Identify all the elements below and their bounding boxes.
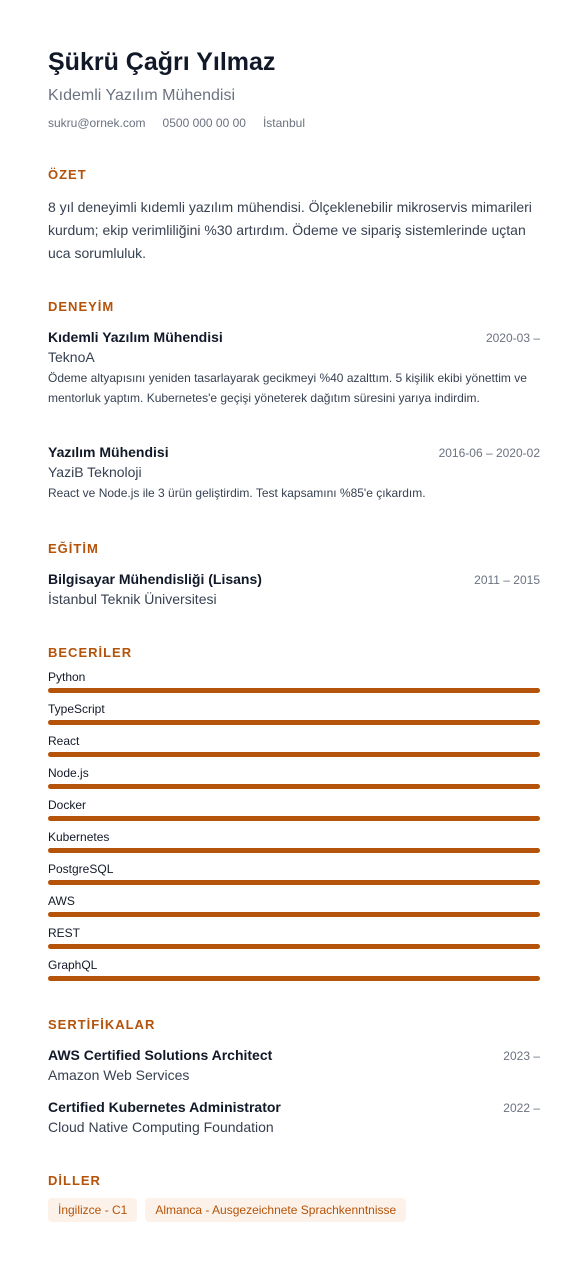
education-entry [48,571,540,607]
skill-bar-fill [48,752,540,757]
school-name: İstanbul Teknik Üniversitesi [48,591,217,607]
skill-name: React [48,734,80,748]
skill-name: AWS [48,894,75,908]
summary-text: 8 yıl deneyimli kıdemli yazılım mühendisi. Ölçeklenebilir mikroservis mimarileri kurdum; ekip verimliliğini %30 artırdım. Ödeme ve sipariş sistemlerinde uçtan uca sorumluluk. [48,199,532,261]
email-text[interactable]: sukru@ornek.com [48,116,146,130]
cert-issuer: Amazon Web Services [48,1067,190,1083]
education-date: 2011 – 2015 [474,573,540,587]
company-name: YaziB Teknoloji [48,464,142,480]
skill-bar [48,688,540,693]
skill-item [48,766,540,798]
skill-bar [48,976,540,981]
person-role: Kıdemli Yazılım Mühendisi [48,87,236,104]
section-title-languages: DİLLER [48,1173,101,1188]
skill-bar-fill [48,880,540,885]
cert-issuer: Cloud Native Computing Foundation [48,1119,274,1135]
section-title-skills: BECERİLER [48,645,133,660]
certification-entry [48,1047,540,1083]
skill-bar [48,944,540,949]
degree-title: Bilgisayar Mühendisliği (Lisans) [48,571,262,587]
skill-name: GraphQL [48,958,98,972]
skill-item [48,702,540,734]
company-name: TeknoA [48,349,95,365]
skill-item [48,734,540,766]
job-title: Yazılım Mühendisi [48,444,169,460]
skill-bar [48,880,540,885]
skill-name: REST [48,926,81,940]
skill-item [48,798,540,830]
skill-bar [48,720,540,725]
job-description: React ve Node.js ile 3 ürün geliştirdim. Test kapsamını %85'e çıkardım. [48,486,426,500]
job-description: Ödeme altyapısını yeniden tasarlayarak gecikmeyi %40 azalttım. 5 kişilik ekibi yönettim ve mentorluk yaptım. Kubernetes'e geçişi yöneterek dağıtım süresini yarıya indirdim. [48,371,527,405]
section-title-education: EĞİTİM [48,541,99,556]
skill-bar-fill [48,720,540,725]
skill-name: TypeScript [48,702,105,716]
experience-entry [48,444,540,504]
skill-bar-fill [48,688,540,693]
cert-date: 2022 – [503,1101,540,1115]
job-date: 2020-03 – [485,331,540,345]
cert-name: AWS Certified Solutions Architect [48,1047,273,1063]
certification-entry [48,1099,540,1135]
skill-bar [48,912,540,917]
job-date: 2016-06 – 2020-02 [438,446,540,460]
section-title-experience: DENEYİM [48,299,115,314]
skill-name: Python [48,670,86,684]
phone-text[interactable]: 0500 000 00 00 [162,116,246,130]
skill-bar [48,752,540,757]
contact-line [48,116,305,130]
person-name: Şükrü Çağrı Yılmaz [48,48,276,76]
language-chip: Almanca - Ausgezeichnete Sprachkenntnisse [145,1198,406,1222]
language-chip: İngilizce - C1 [48,1198,137,1222]
skill-name: Node.js [48,766,89,780]
section-title-summary: ÖZET [48,167,87,182]
skill-item [48,894,540,926]
skill-bar [48,784,540,789]
section-title-certifications: SERTİFİKALAR [48,1017,156,1032]
skill-name: Kubernetes [48,830,110,844]
experience-entry [48,329,540,408]
skill-bar-fill [48,816,540,821]
skill-bar-fill [48,912,540,917]
skill-bar-fill [48,944,540,949]
cert-name: Certified Kubernetes Administrator [48,1099,281,1115]
skills-list [48,670,540,990]
cert-date: 2023 – [503,1049,540,1063]
skill-item [48,830,540,862]
skill-name: PostgreSQL [48,862,114,876]
skill-bar-fill [48,784,540,789]
skill-item [48,958,540,990]
city-text: İstanbul [262,116,305,130]
skill-bar-fill [48,976,540,981]
language-list [48,1198,406,1222]
skill-item [48,862,540,894]
skill-bar [48,848,540,853]
skill-name: Docker [48,798,87,812]
skill-bar-fill [48,848,540,853]
skill-item [48,670,540,702]
skill-bar [48,816,540,821]
job-title: Kıdemli Yazılım Mühendisi [48,329,223,345]
skill-item [48,926,540,958]
